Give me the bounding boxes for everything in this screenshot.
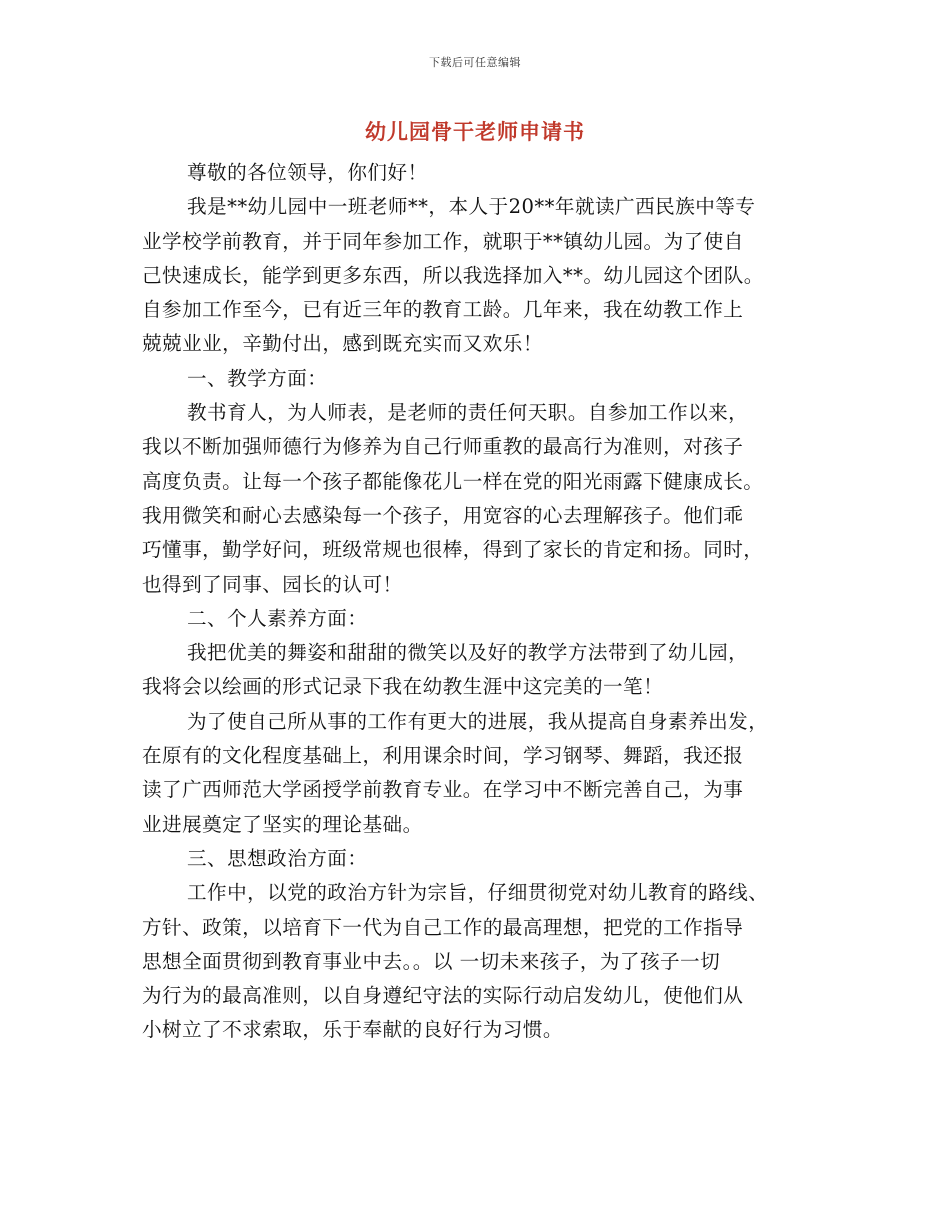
document-body bbox=[142, 156, 814, 1048]
body-line: 方针、政策，以培育下一代为自己工作的最高理想，把党的工作指导 bbox=[142, 915, 744, 939]
body-line: 业进展奠定了坚实的理论基础。 bbox=[142, 812, 423, 836]
body-line: 我用微笑和耐心去感染每一个孩子，用宽容的心去理解孩子。他们乖 bbox=[142, 503, 744, 527]
body-line: 兢兢业业，辛勤付出，感到既充实而又欢乐！ bbox=[142, 332, 543, 356]
body-line: 教书育人，为人师表，是老师的责任何天职。自参加工作以来， bbox=[187, 401, 749, 425]
body-line: 巧懂事，勤学好问，班级常规也很棒，得到了家长的肯定和扬。同时， bbox=[142, 538, 764, 562]
body-line: 思想全面贯彻到教育事业中去。。以 一切未来孩子，为了孩子一切 bbox=[142, 949, 721, 973]
body-line: 读了广西师范大学函授学前教育专业。在学习中不断完善自己，为事 bbox=[142, 778, 744, 802]
body-line: 一、教学方面： bbox=[187, 366, 328, 390]
body-line: 在原有的文化程度基础上，利用课余时间，学习钢琴、舞蹈，我还报 bbox=[142, 744, 744, 768]
body-line: 我将会以绘画的形式记录下我在幼教生涯中这完美的一笔！ bbox=[142, 675, 664, 699]
body-line: 我以不断加强师德行为修养为自己行师重教的最高行为准则，对孩子 bbox=[142, 435, 744, 459]
body-line: 工作中，以党的政治方针为宗旨，仔细贯彻党对幼儿教育的路线、 bbox=[187, 881, 769, 905]
document-title: 幼儿园骨干老师申请书 bbox=[365, 119, 585, 144]
body-line: 小树立了不求索取，乐于奉献的良好行为习惯。 bbox=[142, 1018, 563, 1042]
body-line: 我是**幼儿园中一班老师**，本人于20**年就读广西民族中等专 bbox=[187, 195, 756, 219]
body-line: 尊敬的各位领导，你们好！ bbox=[187, 161, 428, 184]
body-line: 己快速成长，能学到更多东西，所以我选择加入**。幼儿园这个团队。 bbox=[142, 263, 764, 287]
body-line: 二、个人素养方面： bbox=[187, 606, 368, 630]
body-line: 业学校学前教育，并于同年参加工作，就职于**镇幼儿园。为了使自 bbox=[142, 229, 744, 253]
body-line: 也得到了同事、园长的认可！ bbox=[142, 572, 403, 596]
header-note: 下载后可任意编辑 bbox=[429, 56, 521, 69]
body-line: 三、思想政治方面： bbox=[187, 846, 368, 870]
body-line: 我把优美的舞姿和甜甜的微笑以及好的教学方法带到了幼儿园， bbox=[187, 641, 749, 665]
body-line: 自参加工作至今，已有近三年的教育工龄。几年来，我在幼教工作上 bbox=[142, 298, 744, 322]
body-line: 为了使自己所从事的工作有更大的进展，我从提高自身素养出发， bbox=[187, 709, 769, 733]
body-line: 为行为的最高准则，以自身遵纪守法的实际行动启发幼儿，使他们从 bbox=[142, 984, 744, 1008]
body-line: 高度负责。让每一个孩子都能像花儿一样在党的阳光雨露下健康成长。 bbox=[142, 469, 764, 493]
